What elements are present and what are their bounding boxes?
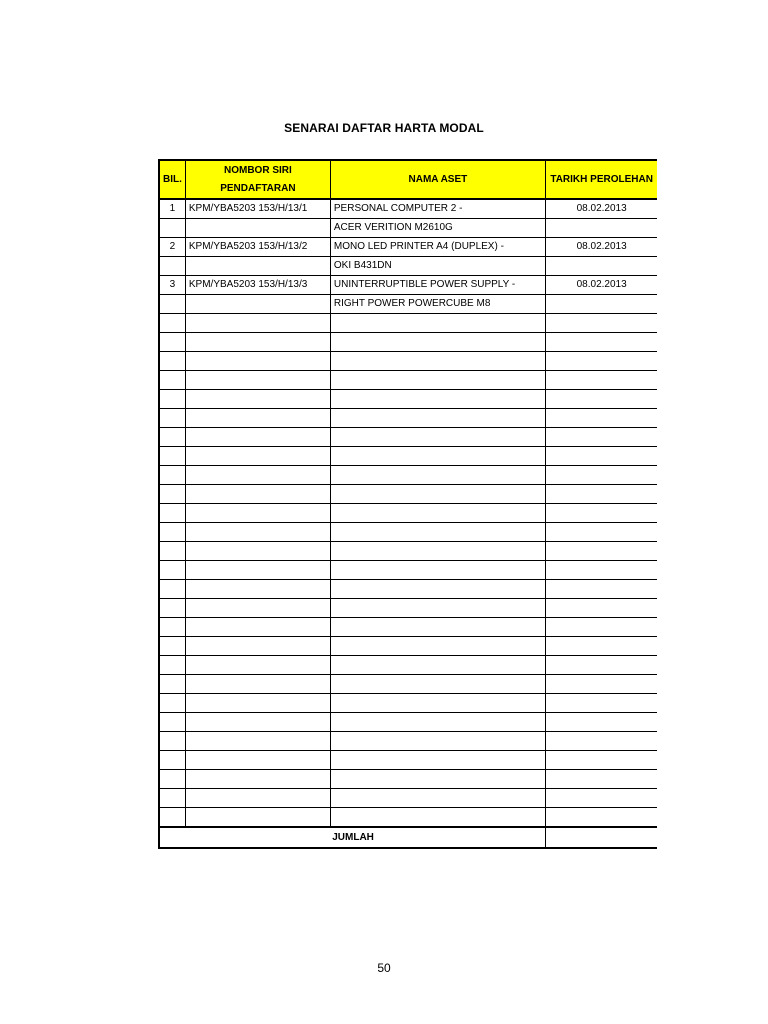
cell-bil: 3 <box>159 276 185 295</box>
cell-tarikh <box>545 371 657 390</box>
cell-nombor-siri <box>185 504 330 523</box>
cell-bil <box>159 808 185 828</box>
table-row <box>159 314 657 333</box>
cell-tarikh <box>545 295 657 314</box>
cell-nombor-siri <box>185 713 330 732</box>
cell-tarikh <box>545 447 657 466</box>
cell-nombor-siri: KPM/YBA5203 153/H/13/1 <box>185 199 330 219</box>
cell-nama-aset: UNINTERRUPTIBLE POWER SUPPLY - <box>330 276 545 295</box>
cell-tarikh <box>545 561 657 580</box>
header-nombor-siri-line2: PENDAFTARAN <box>220 182 296 194</box>
cell-nama-aset <box>330 656 545 675</box>
cell-nombor-siri: KPM/YBA5203 153/H/13/2 <box>185 238 330 257</box>
table-row <box>159 732 657 751</box>
cell-tarikh <box>545 580 657 599</box>
cell-nama-aset <box>330 523 545 542</box>
cell-nama-aset: PERSONAL COMPUTER 2 - <box>330 199 545 219</box>
cell-nama-aset <box>330 352 545 371</box>
cell-nombor-siri <box>185 694 330 713</box>
table-row <box>159 447 657 466</box>
table-row <box>159 618 657 637</box>
cell-nama-aset: MONO LED PRINTER A4 (DUPLEX) - <box>330 238 545 257</box>
cell-tarikh <box>545 409 657 428</box>
table-row <box>159 542 657 561</box>
cell-tarikh <box>545 523 657 542</box>
cell-tarikh: 08.02.2013 <box>545 238 657 257</box>
cell-nombor-siri <box>185 466 330 485</box>
table-row <box>159 485 657 504</box>
cell-nombor-siri <box>185 808 330 828</box>
cell-nama-aset <box>330 694 545 713</box>
asset-register-table <box>158 159 657 849</box>
cell-nama-aset: RIGHT POWER POWERCUBE M8 <box>330 295 545 314</box>
cell-bil <box>159 352 185 371</box>
cell-tarikh <box>545 694 657 713</box>
cell-bil <box>159 485 185 504</box>
total-label: JUMLAH <box>159 827 545 848</box>
cell-nombor-siri <box>185 770 330 789</box>
cell-tarikh <box>545 504 657 523</box>
table-row <box>159 770 657 789</box>
cell-bil <box>159 713 185 732</box>
cell-tarikh <box>545 466 657 485</box>
table-row <box>159 333 657 352</box>
cell-nama-aset <box>330 789 545 808</box>
cell-nombor-siri <box>185 637 330 656</box>
cell-nombor-siri <box>185 751 330 770</box>
cell-tarikh <box>545 713 657 732</box>
table-row <box>159 656 657 675</box>
cell-bil <box>159 447 185 466</box>
cell-nama-aset <box>330 504 545 523</box>
cell-nombor-siri: KPM/YBA5203 153/H/13/3 <box>185 276 330 295</box>
cell-tarikh <box>545 637 657 656</box>
document-title: SENARAI DAFTAR HARTA MODAL <box>284 121 484 135</box>
table-row <box>159 466 657 485</box>
cell-bil <box>159 751 185 770</box>
cell-bil <box>159 542 185 561</box>
table-row <box>159 371 657 390</box>
table-row <box>159 199 657 219</box>
cell-tarikh: 08.02.2013 <box>545 276 657 295</box>
cell-nombor-siri <box>185 542 330 561</box>
cell-bil <box>159 409 185 428</box>
cell-nombor-siri <box>185 561 330 580</box>
cell-nama-aset <box>330 808 545 828</box>
header-bil: BIL. <box>159 160 185 199</box>
cell-nama-aset <box>330 618 545 637</box>
table-row <box>159 523 657 542</box>
cell-nombor-siri <box>185 219 330 238</box>
cell-nombor-siri <box>185 580 330 599</box>
cell-nombor-siri <box>185 314 330 333</box>
cell-bil <box>159 314 185 333</box>
cell-nombor-siri <box>185 295 330 314</box>
cell-nombor-siri <box>185 656 330 675</box>
table-row <box>159 599 657 618</box>
cell-tarikh <box>545 808 657 828</box>
cell-nombor-siri <box>185 618 330 637</box>
cell-bil <box>159 789 185 808</box>
table-row <box>159 238 657 257</box>
cell-nama-aset <box>330 466 545 485</box>
cell-nama-aset <box>330 485 545 504</box>
cell-tarikh <box>545 542 657 561</box>
cell-bil <box>159 504 185 523</box>
cell-tarikh <box>545 219 657 238</box>
cell-bil <box>159 219 185 238</box>
cell-tarikh <box>545 789 657 808</box>
cell-bil <box>159 390 185 409</box>
cell-tarikh <box>545 333 657 352</box>
cell-tarikh <box>545 314 657 333</box>
table-row <box>159 637 657 656</box>
cell-nombor-siri <box>185 789 330 808</box>
table-row <box>159 390 657 409</box>
cell-nombor-siri <box>185 428 330 447</box>
table-row <box>159 694 657 713</box>
cell-nama-aset <box>330 561 545 580</box>
table-row <box>159 428 657 447</box>
table-row <box>159 295 657 314</box>
cell-nombor-siri <box>185 257 330 276</box>
cell-nombor-siri <box>185 485 330 504</box>
cell-nombor-siri <box>185 409 330 428</box>
total-row <box>159 827 657 848</box>
table-row <box>159 276 657 295</box>
cell-tarikh <box>545 390 657 409</box>
table-row <box>159 580 657 599</box>
page-number: 50 <box>377 961 391 975</box>
cell-nama-aset <box>330 447 545 466</box>
header-tarikh-perolehan: TARIKH PEROLEHAN <box>545 160 657 199</box>
cell-nama-aset <box>330 770 545 789</box>
cell-bil <box>159 656 185 675</box>
header-nama-aset: NAMA ASET <box>330 160 545 199</box>
cell-tarikh <box>545 428 657 447</box>
table-row <box>159 561 657 580</box>
cell-nama-aset <box>330 732 545 751</box>
header-nombor-siri <box>185 160 330 199</box>
cell-nama-aset <box>330 314 545 333</box>
cell-nama-aset <box>330 390 545 409</box>
cell-nama-aset <box>330 409 545 428</box>
table-body <box>159 199 657 827</box>
cell-bil <box>159 466 185 485</box>
table-row <box>159 808 657 828</box>
cell-nama-aset <box>330 637 545 656</box>
cell-nombor-siri <box>185 352 330 371</box>
cell-bil <box>159 618 185 637</box>
cell-bil <box>159 428 185 447</box>
cell-tarikh <box>545 485 657 504</box>
table-row <box>159 219 657 238</box>
table-header-row <box>159 160 657 199</box>
cell-bil <box>159 732 185 751</box>
table-row <box>159 257 657 276</box>
table-row <box>159 504 657 523</box>
cell-tarikh <box>545 656 657 675</box>
cell-tarikh <box>545 770 657 789</box>
cell-nombor-siri <box>185 523 330 542</box>
cell-bil <box>159 561 185 580</box>
cell-tarikh <box>545 751 657 770</box>
cell-bil: 1 <box>159 199 185 219</box>
cell-bil <box>159 295 185 314</box>
cell-nombor-siri <box>185 599 330 618</box>
cell-tarikh <box>545 675 657 694</box>
table-row <box>159 713 657 732</box>
cell-nama-aset <box>330 428 545 447</box>
cell-tarikh <box>545 257 657 276</box>
cell-nombor-siri <box>185 371 330 390</box>
cell-bil <box>159 371 185 390</box>
cell-nombor-siri <box>185 447 330 466</box>
cell-nama-aset <box>330 751 545 770</box>
cell-nama-aset: OKI B431DN <box>330 257 545 276</box>
cell-bil <box>159 770 185 789</box>
cell-bil <box>159 333 185 352</box>
cell-nama-aset <box>330 713 545 732</box>
table-row <box>159 409 657 428</box>
header-nombor-siri-line1: NOMBOR SIRI <box>224 164 292 176</box>
cell-bil <box>159 694 185 713</box>
cell-nama-aset <box>330 542 545 561</box>
cell-tarikh: 08.02.2013 <box>545 199 657 219</box>
cell-nama-aset <box>330 333 545 352</box>
cell-bil <box>159 257 185 276</box>
cell-bil <box>159 580 185 599</box>
cell-tarikh <box>545 618 657 637</box>
table-row <box>159 675 657 694</box>
cell-nama-aset <box>330 580 545 599</box>
cell-nombor-siri <box>185 732 330 751</box>
cell-bil <box>159 523 185 542</box>
cell-bil <box>159 599 185 618</box>
cell-nama-aset <box>330 599 545 618</box>
cell-tarikh <box>545 732 657 751</box>
cell-nombor-siri <box>185 333 330 352</box>
cell-nama-aset <box>330 675 545 694</box>
table-row <box>159 789 657 808</box>
cell-tarikh <box>545 599 657 618</box>
total-value <box>545 827 657 848</box>
cell-bil: 2 <box>159 238 185 257</box>
cell-tarikh <box>545 352 657 371</box>
cell-bil <box>159 675 185 694</box>
table-row <box>159 751 657 770</box>
cell-bil <box>159 637 185 656</box>
table-row <box>159 352 657 371</box>
cell-nama-aset: ACER VERITION M2610G <box>330 219 545 238</box>
cell-nombor-siri <box>185 390 330 409</box>
cell-nama-aset <box>330 371 545 390</box>
cell-nombor-siri <box>185 675 330 694</box>
